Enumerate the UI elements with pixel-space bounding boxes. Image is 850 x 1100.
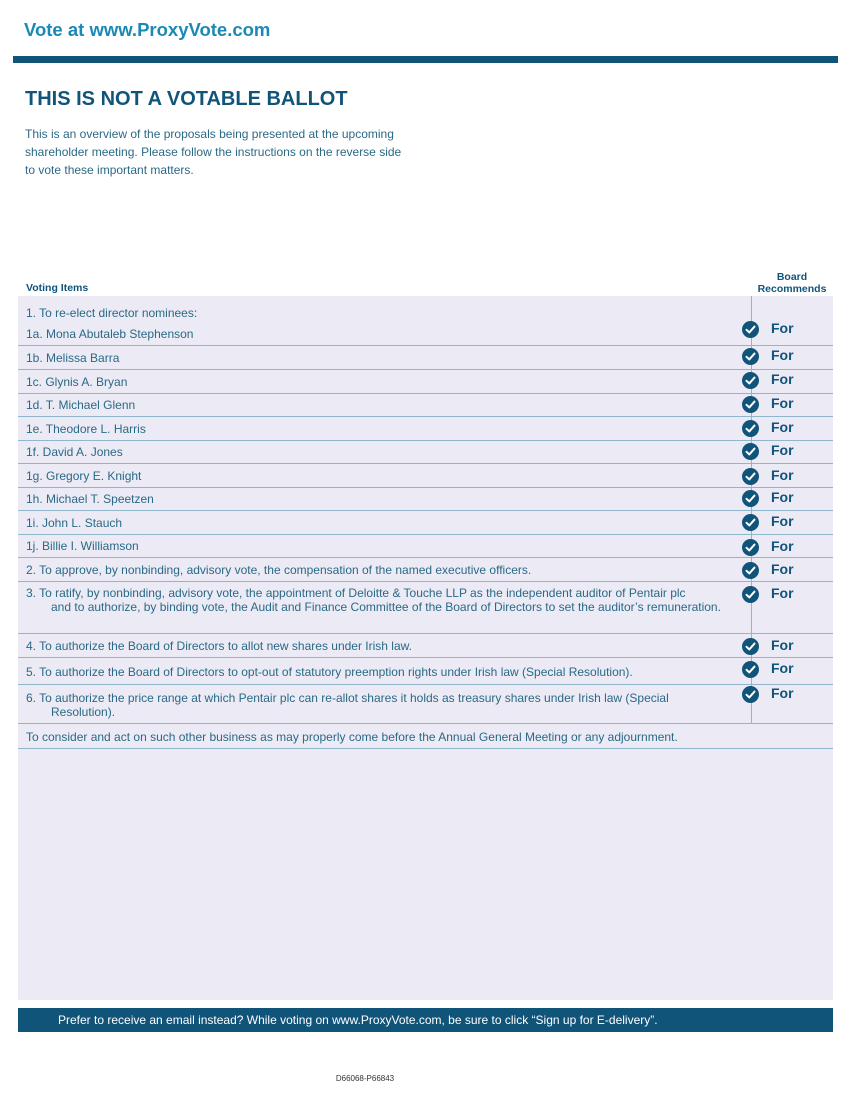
proposal-label: 2. To approve, by nonbinding, advisory vote, the compensation of the named executive officers. <box>26 563 532 577</box>
recommendation-text: For <box>771 637 794 653</box>
recommendation-text: For <box>771 419 794 435</box>
nominee-label: 1c. Glynis A. Bryan <box>26 375 128 389</box>
checkmark-circle-icon <box>742 661 759 678</box>
table-row <box>18 394 833 417</box>
recommendation-text: For <box>771 489 794 505</box>
checkmark-circle-icon <box>742 638 759 655</box>
board-header-line2: Recommends <box>757 283 827 295</box>
checkmark-circle-icon <box>742 420 759 437</box>
table-row <box>18 441 833 464</box>
recommendation-text: For <box>771 685 794 701</box>
table-row <box>18 582 833 634</box>
table-row <box>18 296 833 346</box>
nominee-label: 1d. T. Michael Glenn <box>26 398 136 412</box>
recommendation-text: For <box>771 395 794 411</box>
checkmark-circle-icon <box>742 321 759 338</box>
proposal-1-label: 1. To re-elect director nominees: <box>26 306 198 320</box>
table-row <box>18 488 833 511</box>
checkmark-circle-icon <box>742 514 759 531</box>
checkmark-circle-icon <box>742 372 759 389</box>
recommendation-text: For <box>771 347 794 363</box>
proposal-label: 5. To authorize the Board of Directors to opt-out of statutory preemption rights under Irish law (Special Resolution). <box>26 665 633 679</box>
recommendation-text: For <box>771 513 794 529</box>
proposal-6-line1: 6. To authorize the price range at which Pentair plc can re-allot shares it holds as treasury shares under Irish law (Special <box>26 691 669 705</box>
table-row <box>18 370 833 394</box>
nominee-label: 1j. Billie I. Williamson <box>26 539 139 553</box>
table-row <box>18 511 833 535</box>
checkmark-circle-icon <box>742 490 759 507</box>
table-row <box>18 346 833 370</box>
board-recommendation <box>742 585 822 605</box>
recommendation-text: For <box>771 320 794 336</box>
proposal-label <box>26 691 752 719</box>
table-row <box>18 558 833 582</box>
checkmark-circle-icon <box>742 443 759 460</box>
board-recommendation <box>742 660 822 680</box>
recommendation-text: For <box>771 561 794 577</box>
edelivery-text: Prefer to receive an email instead? While voting on www.ProxyVote.com, be sure to click “Sign up for E-delivery”. <box>58 1013 658 1027</box>
recommendation-text: For <box>771 442 794 458</box>
checkmark-circle-icon <box>742 686 759 703</box>
recommendation-text: For <box>771 538 794 554</box>
checkmark-circle-icon <box>742 396 759 413</box>
proposal-3-line1: 3. To ratify, by nonbinding, advisory vote, the appointment of Deloitte & Touche LLP as the independent auditor of Pentair plc <box>26 586 686 600</box>
intro-text: This is an overview of the proposals being presented at the upcoming shareholder meeting. Please follow the instructions on the reverse side to vote these important matters. <box>25 127 402 177</box>
table-row <box>18 634 833 658</box>
table-row <box>18 658 833 685</box>
page-title: THIS IS NOT A VOTABLE BALLOT <box>25 88 348 110</box>
recommendation-text: For <box>771 585 794 601</box>
nominee-label: 1g. Gregory E. Knight <box>26 469 142 483</box>
board-recommendation <box>742 320 822 340</box>
board-recommendation <box>742 442 822 462</box>
proposal-3-line2: and to authorize, by binding vote, the Audit and Finance Committee of the Board of Directors to set the auditor’s remuneration. <box>51 600 721 614</box>
nominee-label: 1e. Theodore L. Harris <box>26 422 146 436</box>
nominee-label: 1b. Melissa Barra <box>26 351 120 365</box>
table-row <box>18 724 833 749</box>
nominee-label: 1f. David A. Jones <box>26 445 123 459</box>
board-recommendation <box>742 395 822 415</box>
table-row <box>18 464 833 488</box>
proposal-label: 4. To authorize the Board of Directors to allot new shares under Irish law. <box>26 639 412 653</box>
proposal-label <box>26 586 752 614</box>
board-recommendation <box>742 419 822 439</box>
table-row <box>18 685 833 724</box>
header-divider <box>13 56 838 63</box>
checkmark-circle-icon <box>742 348 759 365</box>
board-recommendation <box>742 685 822 705</box>
checkmark-circle-icon <box>742 468 759 485</box>
board-header-line1: Board <box>776 271 808 283</box>
recommendation-text: For <box>771 467 794 483</box>
nominee-label: 1i. John L. Stauch <box>26 516 123 530</box>
checkmark-circle-icon <box>742 586 759 603</box>
proposal-6-line2: Resolution). <box>51 705 116 719</box>
board-recommendation <box>742 489 822 509</box>
board-recommendation <box>742 513 822 533</box>
board-recommends-header <box>753 271 831 295</box>
board-recommendation <box>742 347 822 367</box>
edelivery-banner <box>18 1008 833 1032</box>
proxyvote-link[interactable]: Vote at www.ProxyVote.com <box>24 19 271 40</box>
board-recommendation <box>742 371 822 391</box>
document-code: D66068-P66843 <box>335 1074 395 1083</box>
checkmark-circle-icon <box>742 562 759 579</box>
nominee-label: 1a. Mona Abutaleb Stephenson <box>26 327 194 341</box>
table-row <box>18 417 833 441</box>
other-business-label: To consider and act on such other business as may properly come before the Annual General Meeting or any adjournment. <box>26 730 678 744</box>
checkmark-circle-icon <box>742 539 759 556</box>
board-recommendation <box>742 637 822 657</box>
board-recommendation <box>742 561 822 581</box>
board-recommendation <box>742 467 822 487</box>
voting-items-header: Voting Items <box>26 282 89 294</box>
recommendation-text: For <box>771 371 794 387</box>
table-row <box>18 535 833 558</box>
nominee-label: 1h. Michael T. Speetzen <box>26 492 154 506</box>
recommendation-text: For <box>771 660 794 676</box>
board-recommendation <box>742 538 822 558</box>
